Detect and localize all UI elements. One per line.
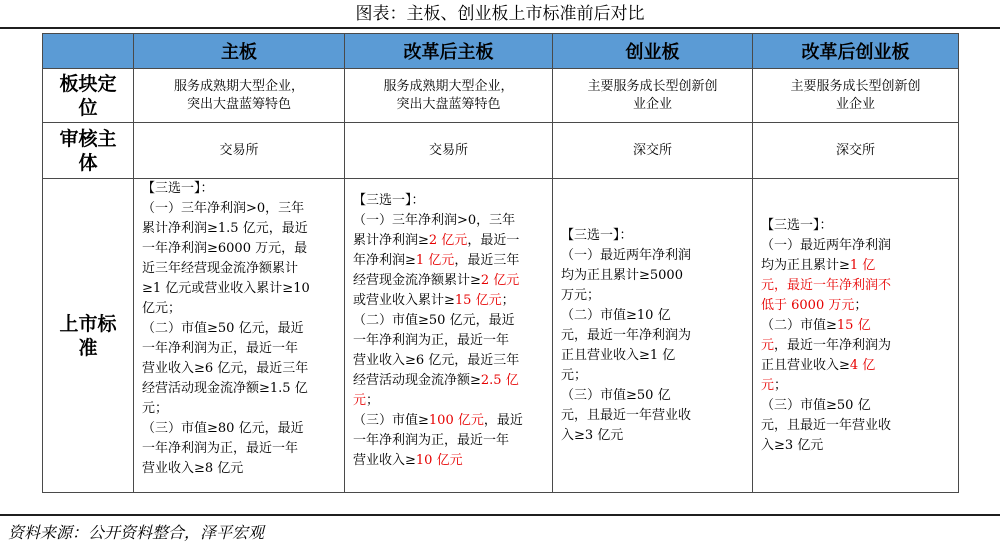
- text-segment: ，最近一年净利润为: [774, 337, 892, 353]
- source-note: 资料来源：公开资料整合，泽平宏观: [8, 523, 265, 542]
- cell-line: [353, 291, 546, 311]
- text-segment: 累计净利润≥: [353, 233, 429, 248]
- cell-line: 【三选一】：: [142, 181, 214, 196]
- row-label-listing: [43, 179, 134, 493]
- cell-line: （一）三年净利润>0，三年: [142, 201, 305, 216]
- row-label-positioning: [43, 69, 134, 123]
- cell-line: 一年净利润为正，最近一年: [142, 441, 299, 456]
- text-segment: ；: [501, 293, 515, 308]
- cell-line: [761, 316, 952, 336]
- comparison-table: [42, 33, 959, 493]
- cell-line: 一年净利润≥6000 万元，最: [142, 241, 308, 256]
- cell-line: 元，且最近一年营业收: [761, 417, 892, 433]
- text-segment: （二）市值≥: [761, 317, 837, 333]
- cell-line: 一年净利润为正，最近一年: [353, 333, 510, 348]
- cell-line: [761, 256, 952, 276]
- cell-line: [353, 411, 546, 431]
- cell-line: （一）三年净利润>0，三年: [353, 213, 516, 228]
- cell-line: 服务成熟期大型企业，: [383, 78, 514, 94]
- cell-line: 营业收入≥6 亿元，最近三年: [353, 353, 520, 368]
- cell-line: 突出大盘蓝筹特色: [396, 96, 501, 112]
- text-segment: ；: [774, 377, 788, 393]
- row-label-line: 上市标: [59, 312, 117, 335]
- cell-line: 主要服务成长型创新创: [587, 78, 718, 94]
- cell-line: 一年净利润为正，最近一年: [353, 433, 510, 448]
- cell-line: [761, 376, 952, 396]
- row-review: [43, 123, 959, 179]
- review-main-reform: 交易所: [345, 123, 553, 179]
- highlight-value: 100 亿元: [428, 413, 484, 428]
- cell-line: [353, 451, 546, 471]
- header-main-board: 主板: [134, 34, 345, 69]
- header-corner: [43, 34, 134, 69]
- text-segment: ，最近: [483, 413, 523, 428]
- cell-line: 【三选一】：: [561, 227, 633, 243]
- cell-line: 营业收入≥8 亿元: [142, 461, 244, 476]
- cell-line: （三）市值≥50 亿: [761, 397, 871, 413]
- text-segment: 经营活动现金流净额≥: [353, 373, 481, 388]
- cell-line: 正且营业收入≥1 亿: [561, 347, 676, 363]
- cell-line: [761, 296, 952, 316]
- text-segment: 营业收入≥: [353, 453, 416, 468]
- listing-main-reform: [345, 179, 553, 493]
- text-segment: ，最近三年: [454, 253, 520, 268]
- cell-line: 【三选一】：: [761, 217, 833, 233]
- cell-line: （三）市值≥50 亿: [561, 387, 671, 403]
- top-rule: [0, 27, 1000, 29]
- cell-line: [761, 336, 952, 356]
- cell-line: [353, 371, 546, 391]
- cell-line: 一年净利润为正，最近一年: [142, 341, 299, 356]
- cell-line: （二）市值≥10 亿: [561, 307, 671, 323]
- cell-line: [353, 271, 546, 291]
- header-main-board-reform: 改革后主板: [345, 34, 553, 69]
- cell-line: 入≥3 亿元: [761, 437, 824, 453]
- review-gem-reform: 深交所: [753, 123, 959, 179]
- listing-gem-reform: [753, 179, 959, 493]
- text-segment: 年净利润≥: [353, 253, 416, 268]
- highlight-value: 4 亿: [849, 357, 876, 373]
- cell-line: 入≥3 亿元: [561, 427, 624, 443]
- cell-line: 主要服务成长型创新创: [790, 78, 921, 94]
- listing-gem: [553, 179, 753, 493]
- header-row: [43, 34, 959, 69]
- cell-line: （一）最近两年净利润: [761, 237, 892, 253]
- cell-line: [761, 356, 952, 376]
- highlight-value: 15 亿元: [454, 293, 502, 308]
- positioning-main: [134, 69, 345, 123]
- row-listing: [43, 179, 959, 493]
- highlight-value: 2 亿元: [428, 233, 468, 248]
- cell-line: [761, 276, 952, 296]
- cell-line: 万元；: [561, 287, 601, 303]
- figure-title: 图表：主板、创业板上市标准前后对比: [355, 4, 645, 24]
- header-gem-reform: 改革后创业板: [753, 34, 959, 69]
- row-label-line: 板块定: [59, 72, 117, 95]
- text-segment: ；: [366, 393, 380, 408]
- header-gem: 创业板: [553, 34, 753, 69]
- row-label-line: 体: [78, 151, 98, 174]
- highlight-value: 1 亿元: [415, 253, 455, 268]
- cell-line: 均为正且累计≥5000: [561, 267, 683, 283]
- review-gem: 深交所: [553, 123, 753, 179]
- text-segment: ，最近一: [467, 233, 520, 248]
- cell-line: （一）最近两年净利润: [561, 247, 692, 263]
- text-segment: 经营现金流净额累计≥: [353, 273, 481, 288]
- listing-main: [134, 179, 345, 493]
- row-label-review: [43, 123, 134, 179]
- cell-line: 【三选一】：: [353, 193, 425, 208]
- highlight-value: 低于 6000 万元: [761, 297, 855, 313]
- highlight-value: 元，最近一年净利润不: [761, 277, 892, 293]
- cell-line: [353, 391, 546, 411]
- cell-line: （二）市值≥50 亿元，最近: [353, 313, 515, 328]
- row-label-line: 位: [78, 96, 98, 119]
- row-positioning: [43, 69, 959, 123]
- cell-line: （三）市值≥80 亿元，最近: [142, 421, 304, 436]
- positioning-gem: [553, 69, 753, 123]
- cell-line: 元，最近一年净利润为: [561, 327, 692, 343]
- cell-line: [353, 251, 546, 271]
- cell-line: 元；: [561, 367, 588, 383]
- row-label-line: 准: [78, 336, 98, 359]
- cell-line: 营业收入≥6 亿元，最近三年: [142, 361, 309, 376]
- text-segment: ；: [854, 297, 868, 313]
- highlight-value: 2.5 亿: [480, 373, 519, 388]
- highlight-value: 10 亿元: [415, 453, 463, 468]
- highlight-value: 2 亿元: [480, 273, 520, 288]
- text-segment: 或营业收入累计≥: [353, 293, 455, 308]
- cell-line: [353, 231, 546, 251]
- cell-line: 经营活动现金流净额≥1.5 亿: [142, 381, 308, 396]
- row-label-line: 审核主: [59, 127, 117, 150]
- cell-line: 元，且最近一年营业收: [561, 407, 692, 423]
- cell-line: （二）市值≥50 亿元，最近: [142, 321, 304, 336]
- highlight-value: 元: [761, 337, 775, 353]
- cell-line: 近三年经营现金流净额累计: [142, 261, 299, 276]
- text-segment: （三）市值≥: [353, 413, 429, 428]
- bottom-rule: [0, 514, 1000, 516]
- cell-line: 业企业: [632, 96, 672, 112]
- highlight-value: 元: [761, 377, 775, 393]
- highlight-value: 元: [353, 393, 367, 408]
- highlight-value: 1 亿: [849, 257, 876, 273]
- cell-line: 业企业: [835, 96, 875, 112]
- positioning-main-reform: [345, 69, 553, 123]
- cell-line: 亿元；: [142, 301, 182, 316]
- cell-line: 元；: [142, 401, 169, 416]
- review-main: 交易所: [134, 123, 345, 179]
- text-segment: 均为正且累计≥: [761, 257, 850, 273]
- cell-line: 服务成熟期大型企业，: [173, 78, 304, 94]
- cell-line: 突出大盘蓝筹特色: [186, 96, 291, 112]
- cell-line: 累计净利润≥1.5 亿元，最近: [142, 221, 308, 236]
- highlight-value: 15 亿: [836, 317, 871, 333]
- cell-line: ≥1 亿元或营业收入累计≥10: [142, 281, 310, 296]
- text-segment: 正且营业收入≥: [761, 357, 850, 373]
- positioning-gem-reform: [753, 69, 959, 123]
